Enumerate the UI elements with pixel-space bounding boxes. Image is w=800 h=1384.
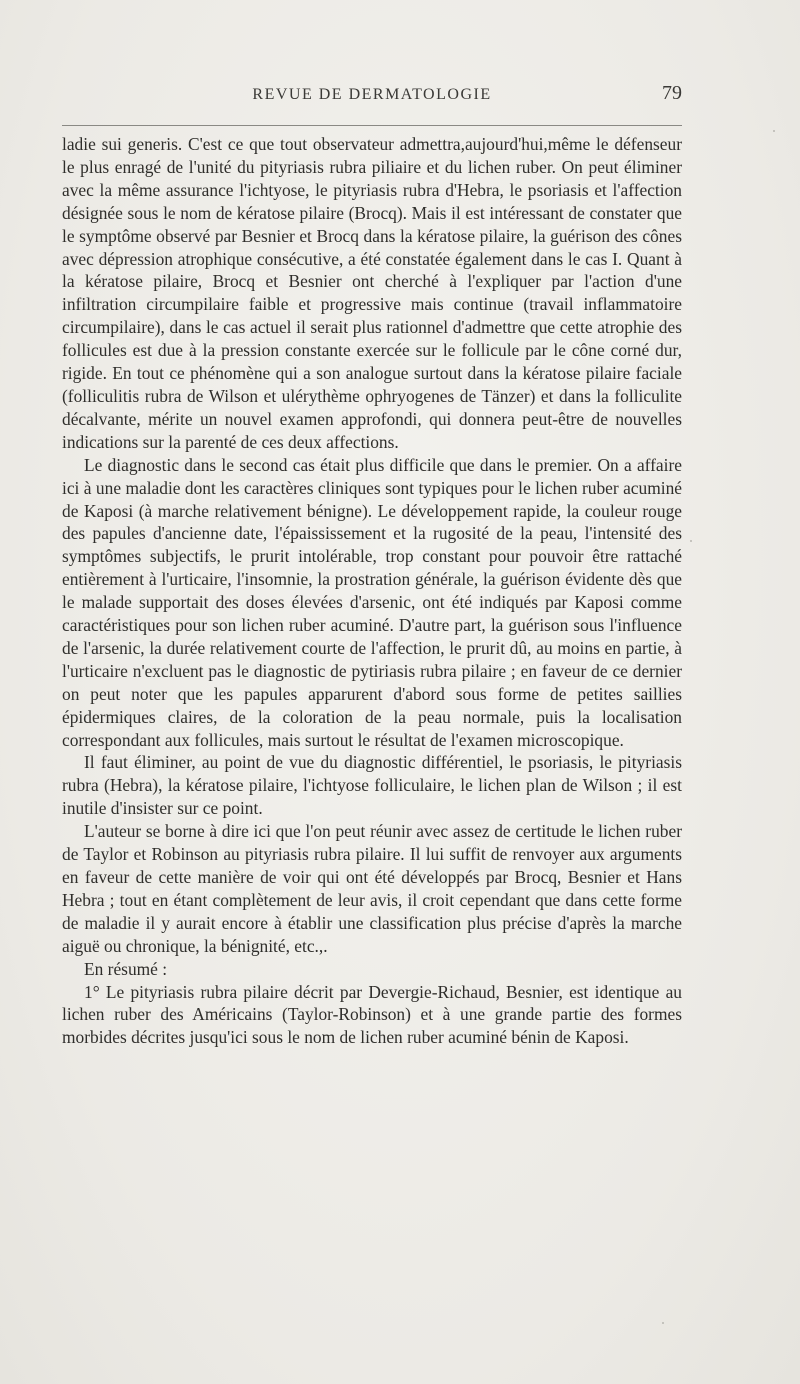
paragraph-summary-heading: En résumé : <box>84 958 168 979</box>
header-rule <box>62 125 682 126</box>
paragraph-diagnosis: Le diagnostic dans le second cas était plus difficile que dans le premier. On a affaire ici à une maladie dont les caractères cliniques sont typiques pour le lichen ruber acuminé de Kaposi (à marche relativement bénigne). Le développement rapide, la couleur rouge des papules d'ancienne date, l'épaississement et la rugosité de la peau, l'intensité des symptômes subjectifs, le prurit intolérable, trop constant pour pouvoir être rattaché entièrement à l'urticaire, l'insomnie, la prostration générale, la guérison évidente dès que le malade supportait des doses élevées d'arsenic, ont été indiqués par Kaposi comme caractéristiques pour son lichen ruber acuminé. D'autre part, la guérison sous l'influence de l'arsenic, la durée relativement courte de l'affection, le prurit dû, au moins en partie, à l'urticaire n'excluent pas le diagnostic de pytiriasis rubra pilaire ; en faveur de ce dernier on peut noter que les papules apparurent d'abord sous forme de petites saillies épidermiques claires, de la coloration de la peau normale, puis la localisation correspondant aux follicules, mais surtout le résultat de l'examen microscopique. <box>62 454 682 750</box>
paper-speck <box>773 130 775 132</box>
paper-speck <box>690 540 692 542</box>
paragraph-differential: Il faut éliminer, au point de vue du diagnostic différentiel, le psoriasis, le pityriasis rubra (Hebra), la kératose pilaire, l'ichtyose folliculaire, le lichen plan de Wilson ; il est inutile d'insister sur ce point. <box>62 752 682 819</box>
running-title: REVUE DE DERMATOLOGIE <box>252 86 492 103</box>
body-text <box>62 133 682 1049</box>
page-header <box>62 82 682 112</box>
page-number: 79 <box>662 82 682 104</box>
paragraph-continuation: ladie sui generis. C'est ce que tout observateur admettra,aujourd'hui,même le défenseur le plus enragé de l'unité du pityriasis rubra piliaire et du lichen ruber. On peut éliminer avec la même assurance l'ichtyose, le pityriasis rubra d'Hebra, le psoriasis et l'affection désignée sous le nom de kératose pilaire (Brocq). Mais il est intéressant de constater que le symptôme observé par Besnier et Brocq dans la kératose pilaire, la guérison des cônes avec dépression atrophique consécutive, a été constatée également dans le cas I. Quant à la kératose pilaire, Brocq et Besnier ont cherché à l'expliquer par l'action d'une infiltration circumpilaire faible et progressive mais continue (travail inflammatoire circumpilaire), dans le cas actuel il serait plus rationnel d'admettre que cette atrophie des follicules est due à la pression constante exercée sur le follicule par le cône corné dur, rigide. En tout ce phénomène qui a son analogue surtout dans la kératose pilaire faciale (folliculitis rubra de Wilson et ulérythème ophryogenes de Tänzer) et dans la folliculite décalvante, mérite un nouvel examen approfondi, qui donnera peut-être de nouvelles indications sur la parenté de ces deux affections. <box>62 134 682 452</box>
paper-speck <box>662 1322 664 1324</box>
paragraph-author: L'auteur se borne à dire ici que l'on peut réunir avec assez de certitude le lichen ruber de Taylor et Robinson au pityriasis rubra pilaire. Il lui suffit de renvoyer aux arguments en faveur de cette manière de voir qui ont été développés par Brocq, Besnier et Hans Hebra ; tout en étant complètement de leur avis, il croit cependant que dans cette forme de maladie il y aurait encore à établir une classification plus précise d'après la marche aiguë ou chronique, la bénignité, etc.,. <box>62 821 682 956</box>
paragraph-summary-point-1: 1° Le pityriasis rubra pilaire décrit par Devergie-Richaud, Besnier, est identique au lichen ruber des Américains (Taylor-Robinson) et à une grande partie des formes morbides décrites jusqu'ici sous le nom de lichen ruber acuminé bénin de Kaposi. <box>62 981 682 1048</box>
